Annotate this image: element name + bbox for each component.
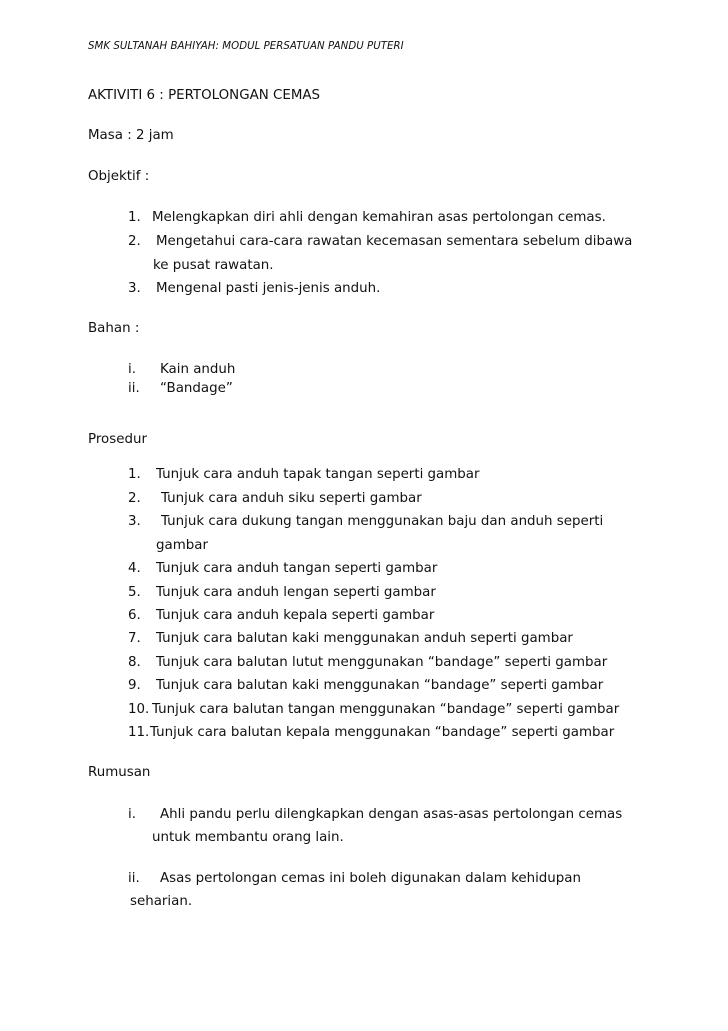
list-item: Tunjuk cara dukung tangan menggunakan baju dan anduh seperti [161,514,604,529]
list-item: Ahli pandu perlu dilengkapkan dengan asas-asas pertolongan cemas [160,807,623,822]
list-item-continuation: seharian. [130,894,193,909]
procedure-heading: Prosedur [88,432,147,447]
page-header: SMK SULTANAH BAHIYAH: MODUL PERSATUAN PANDU PUTERI [88,41,404,52]
list-number: 1. [128,467,141,482]
list-item: Melengkapkan diri ahli dengan kemahiran asas pertolongan cemas. [152,210,606,225]
list-number: i. [128,362,136,377]
list-item: Tunjuk cara anduh siku seperti gambar [161,491,422,506]
list-number: 10. [128,702,150,717]
list-number: 7. [128,631,141,646]
list-number: 2. [128,234,141,249]
list-item: Tunjuk cara anduh lengan seperti gambar [156,585,436,600]
duration-line: Masa : 2 jam [88,128,174,143]
list-number: 6. [128,608,141,623]
activity-title: AKTIVITI 6 : PERTOLONGAN CEMAS [88,88,321,103]
list-number: 1. [128,210,141,225]
list-number: i. [128,807,136,822]
list-number: 8. [128,655,141,670]
list-number: 4. [128,561,141,576]
list-item-continuation: ke pusat rawatan. [153,258,274,273]
objectives-heading: Objektif : [88,169,150,184]
list-item: Tunjuk cara balutan kepala menggunakan “bandage” seperti gambar [150,725,615,740]
list-number: 2. [128,491,141,506]
list-number: 3. [128,281,141,296]
list-item: Tunjuk cara balutan kaki menggunakan “bandage” seperti gambar [156,678,604,693]
list-item: Tunjuk cara balutan kaki menggunakan anduh seperti gambar [156,631,573,646]
list-item: Tunjuk cara balutan lutut menggunakan “bandage” seperti gambar [156,655,608,670]
list-item-continuation: untuk membantu orang lain. [152,830,344,845]
list-number: 3. [128,514,141,529]
list-item-continuation: gambar [156,538,208,553]
list-item: Tunjuk cara anduh kepala seperti gambar [156,608,435,623]
list-item: Kain anduh [160,362,236,377]
list-item: Mengetahui cara-cara rawatan kecemasan sementara sebelum dibawa [156,234,633,249]
materials-heading: Bahan : [88,321,140,336]
list-number: 11. [128,725,150,740]
list-item: “Bandage” [160,381,233,396]
list-item: Tunjuk cara anduh tangan seperti gambar [156,561,438,576]
list-item: Tunjuk cara balutan tangan menggunakan “bandage” seperti gambar [152,702,620,717]
list-number: ii. [128,871,140,886]
list-item: Asas pertolongan cemas ini boleh digunakan dalam kehidupan [160,871,581,886]
list-number: 5. [128,585,141,600]
list-item: Mengenal pasti jenis-jenis anduh. [156,281,381,296]
conclusion-heading: Rumusan [88,765,151,780]
list-number: 9. [128,678,141,693]
list-item: Tunjuk cara anduh tapak tangan seperti gambar [156,467,480,482]
list-number: ii. [128,381,140,396]
